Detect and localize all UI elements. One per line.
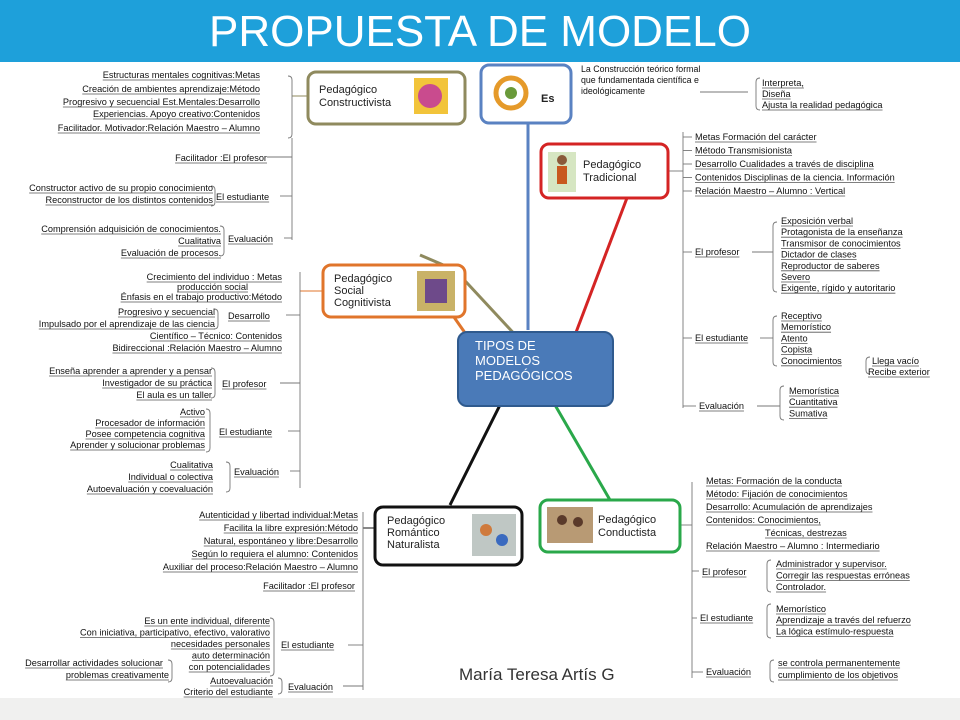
tradicional-estudiante-item-0: Receptivo <box>781 311 822 321</box>
romantico-evaluacion-brace <box>278 678 282 694</box>
social-title-line: Social <box>334 285 364 297</box>
romantico-estudiante-left-0: Desarrollar actividades solucionar <box>25 658 163 668</box>
social-desarrollo-item-1: Impulsado por el aprendizaje de las ciencia <box>38 319 215 329</box>
tradicional-profesor-item-6: Exigente, rígido y autoritario <box>781 283 896 294</box>
conductista-title-line: Pedagógico <box>598 514 657 526</box>
romantico-meta-1: Facilita la libre expresión:Método <box>223 523 358 533</box>
social-profesor-item-1: Investigador de su práctica <box>102 378 212 388</box>
tradicional-evaluacion-label: Evaluación <box>699 401 744 411</box>
constructivista-evaluacion-1: Cualitativa <box>178 236 221 246</box>
es-item-0: Interpreta, <box>762 78 804 88</box>
social-evaluacion-item-0: Cualitativa <box>170 460 213 470</box>
conductista-estudiante-item-1: Aprendizaje a través del refuerzo <box>776 615 911 626</box>
social-estudiante-item-2: Posee competencia cognitiva <box>85 429 205 439</box>
tradicional-conocimientos-0: Llega vacío <box>872 356 919 366</box>
tradicional-evaluacion-item-2: Sumativa <box>789 408 828 419</box>
tradicional-profesor-brace <box>773 222 777 292</box>
romantico-estudiante-left-1: problemas creativamente <box>65 670 169 680</box>
constructivista-meta-0: Estructuras mentales cognitivas:Metas <box>102 70 260 80</box>
teacher-body-icon <box>557 166 567 184</box>
tradicional-title-line: Tradicional <box>583 172 637 184</box>
es-description-1: que fundamentada científica e <box>581 75 699 85</box>
center-title-line: TIPOS DE <box>475 338 536 353</box>
conductista-evaluacion-label: Evaluación <box>706 667 751 677</box>
social-title-line: Cognitivista <box>334 297 391 309</box>
romantico-meta-0: Autenticidad y libertad individual:Metas <box>199 510 358 520</box>
es-item-1: Diseña <box>762 89 791 99</box>
student-icon-2 <box>573 517 583 527</box>
tradicional-evaluacion-brace <box>780 386 784 420</box>
tradicional-conocimientos-1: Recibe exterior <box>868 367 930 377</box>
social-profesor-item-0: Enseña aprender a aprender y a pensar <box>49 366 212 376</box>
constructivista-meta-4: Facilitador. Motivador:Relación Maestro – Alumno <box>57 123 260 133</box>
social-profesor-item-2: El aula es un taller <box>136 390 212 400</box>
conductista-estudiante-label: El estudiante <box>700 613 754 623</box>
cycle-center-icon <box>505 87 517 99</box>
people-icon <box>425 279 447 303</box>
es-description-2: ideológicamente <box>581 86 646 96</box>
romantico-estudiante-item-3: auto determinación <box>191 650 270 661</box>
tradicional-profesor-item-0: Exposición verbal <box>781 216 854 226</box>
author-credit: María Teresa Artís G <box>459 665 615 684</box>
tradicional-estudiante-item-4: Conocimientos <box>781 355 842 366</box>
center-title-line: PEDAGÓGICOS <box>475 368 573 383</box>
es-item-2: Ajusta la realidad pedagógica <box>762 100 883 110</box>
romantico-meta-3: Según lo requiera el alumno: Contenidos <box>191 549 358 559</box>
social-evaluacion-item-1: Individual o colectiva <box>128 472 213 482</box>
social-desarrollo-label: Desarrollo <box>228 311 270 321</box>
constructivista-estudiante-1: Reconstructor de los distintos contenidos <box>45 195 213 205</box>
conductista-evaluacion-brace <box>770 660 774 682</box>
social-title-line: Pedagógico <box>334 273 393 285</box>
social-estudiante-item-0: Activo <box>179 407 205 417</box>
classroom-image <box>547 507 593 543</box>
tradicional-estudiante-item-1: Memorístico <box>781 322 832 333</box>
constructivista-title-line: Pedagógico <box>319 84 378 96</box>
tradicional-evaluacion-item-0: Memorística <box>789 386 840 396</box>
social-meta2-0: Científico – Técnico: Contenidos <box>149 331 282 341</box>
conductista-profesor-item-1: Corregir las respuestas erróneas <box>776 570 910 581</box>
social-evaluacion-label: Evaluación <box>234 467 279 477</box>
conductista-evaluacion-item-1: cumplimiento de los objetivos <box>778 670 899 680</box>
social-profesor-label: El profesor <box>222 379 267 389</box>
branch-to-tradicional <box>575 190 630 335</box>
tradicional-meta-4: Relación Maestro – Alumno : Vertical <box>695 186 846 196</box>
romantico-meta-4: Auxiliar del proceso:Relación Maestro – Alumno <box>162 562 358 572</box>
tradicional-estudiante-brace <box>773 316 777 366</box>
social-meta-1: producción social <box>177 282 248 292</box>
tradicional-meta-1: Método Transmisionista <box>695 145 793 156</box>
romantico-estudiante-item-4: con potencialidades <box>188 662 270 672</box>
romantico-profesor: Facilitador :El profesor <box>263 581 355 591</box>
branch-to-romantico <box>450 405 500 505</box>
teacher-icon <box>557 155 567 165</box>
constructivista-brace-metas <box>288 76 292 138</box>
conductista-estudiante-item-2: La lógica estímulo-respuesta <box>776 626 894 637</box>
romantico-estudiante-item-0: Es un ente individual, diferente <box>144 616 270 626</box>
tradicional-estudiante-item-2: Atento <box>781 333 808 344</box>
conductista-meta-0: Metas: Formación de la conducta <box>706 476 842 486</box>
romantico-title-line: Romántico <box>387 527 440 539</box>
conductista-meta-2: Desarrollo: Acumulación de aprendizajes <box>706 502 873 512</box>
brain-icon <box>418 84 442 108</box>
conductista-profesor-item-2: Controlador. <box>776 582 827 592</box>
tradicional-meta-3: Contenidos Disciplinas de la ciencia. Información <box>695 172 895 183</box>
child-icon-2 <box>496 534 508 546</box>
conductista-estudiante-brace <box>767 604 771 638</box>
constructivista-profesor: Facilitador :El profesor <box>175 153 267 163</box>
es-title: Es <box>541 93 555 105</box>
social-desarrollo-item-0: Progresivo y secuencial <box>117 307 215 317</box>
constructivista-evaluacion-2: Evaluación de procesos. <box>120 248 221 258</box>
romantico-evaluacion-label: Evaluación <box>288 682 333 692</box>
tradicional-profesor-item-3: Dictador de clases <box>781 249 857 260</box>
branch-to-conductista <box>555 405 610 500</box>
social-estudiante-item-1: Procesador de información <box>95 418 205 428</box>
page-title: PROPUESTA DE MODELO <box>209 7 751 56</box>
constructivista-estudiante-0: Constructor activo de su propio conocimiento <box>29 183 213 193</box>
conductista-title-line: Conductista <box>598 527 657 539</box>
tradicional-profesor-item-1: Protagonista de la enseñanza <box>781 227 903 238</box>
conductista-estudiante-item-0: Memorístico <box>776 604 827 614</box>
conductista-meta-1: Método: Fijación de conocimientos <box>706 489 848 499</box>
romantico-estudiante-brace <box>270 618 274 676</box>
conductista-profesor-label: El profesor <box>702 567 747 577</box>
romantico-estudiante-label: El estudiante <box>281 640 335 650</box>
romantico-estudiante-item-1: Con iniciativa, participativo, efectivo, valorativo <box>80 627 270 638</box>
child-icon <box>480 524 492 536</box>
center-title-line: MODELOS <box>475 353 541 368</box>
romantico-title-line: Pedagógico <box>387 515 446 527</box>
tradicional-estudiante-label: El estudiante <box>695 333 749 343</box>
es-description-0: La Construcción teórico formal <box>581 64 701 74</box>
constructivista-evaluacion-0: Comprensión adquisición de conocimientos. <box>41 224 221 234</box>
social-evaluacion-item-2: Autoevaluación y coevaluación <box>86 484 213 494</box>
social-meta-0: Crecimiento del individuo : Metas <box>146 272 282 282</box>
tradicional-profesor-item-4: Reproductor de saberes <box>781 260 880 271</box>
constructivista-estudiante-label: El estudiante <box>216 192 270 202</box>
social-estudiante-brace <box>206 409 210 452</box>
conductista-evaluacion-item-0: se controla permanentemente <box>778 658 901 668</box>
es-brace <box>756 78 760 110</box>
conductista-meta-5: Relación Maestro – Alumno : Intermediario <box>706 541 880 551</box>
constructivista-meta-3: Experiencias. Apoyo creativo:Contenidos <box>92 109 260 119</box>
social-evaluacion-brace <box>226 462 230 492</box>
tradicional-estudiante-item-3: Copista <box>781 344 813 355</box>
social-meta2-1: Bidireccional :Relación Maestro – Alumno <box>112 343 282 353</box>
conductista-meta-4: Técnicas, destrezas <box>765 528 847 538</box>
constructivista-meta-2: Progresivo y secuencial Est.Mentales:Desarrollo <box>62 97 260 107</box>
constructivista-meta-1: Creación de ambientes aprendizaje:Método <box>82 84 260 94</box>
romantico-evaluacion-item-1: Criterio del estudiante <box>183 687 273 697</box>
conductista-meta-3: Contenidos: Conocimientos, <box>706 515 821 525</box>
tradicional-profesor-label: El profesor <box>695 247 740 257</box>
social-estudiante-item-3: Aprender y solucionar problemas <box>70 440 205 450</box>
constructivista-evaluacion-label: Evaluación <box>228 234 273 244</box>
conductista-profesor-item-0: Administrador y supervisor. <box>776 559 887 569</box>
romantico-evaluacion-item-0: Autoevaluación <box>210 676 273 686</box>
romantico-image <box>472 514 516 556</box>
tradicional-profesor-item-5: Severo <box>781 272 811 282</box>
tradicional-title-line: Pedagógico <box>583 159 642 171</box>
social-estudiante-label: El estudiante <box>219 427 273 437</box>
romantico-meta-2: Natural, espontáneo y libre:Desarrollo <box>203 536 358 546</box>
romantico-title-line: Naturalista <box>387 539 440 551</box>
conductista-profesor-brace <box>767 560 771 592</box>
tradicional-evaluacion-item-1: Cuantitativa <box>789 397 838 408</box>
student-icon <box>557 515 567 525</box>
constructivista-title-line: Constructivista <box>319 97 392 109</box>
tradicional-profesor-item-2: Transmisor de conocimientos <box>781 238 901 249</box>
tradicional-meta-0: Metas Formación del carácter <box>695 132 817 142</box>
social-meta-2: Énfasis en el trabajo productivo:Método <box>120 292 282 302</box>
tradicional-meta-2: Desarrollo Cualidades a través de disciplina <box>695 159 874 169</box>
romantico-estudiante-item-2: necesidades personales <box>170 639 270 649</box>
nodes <box>308 65 680 684</box>
